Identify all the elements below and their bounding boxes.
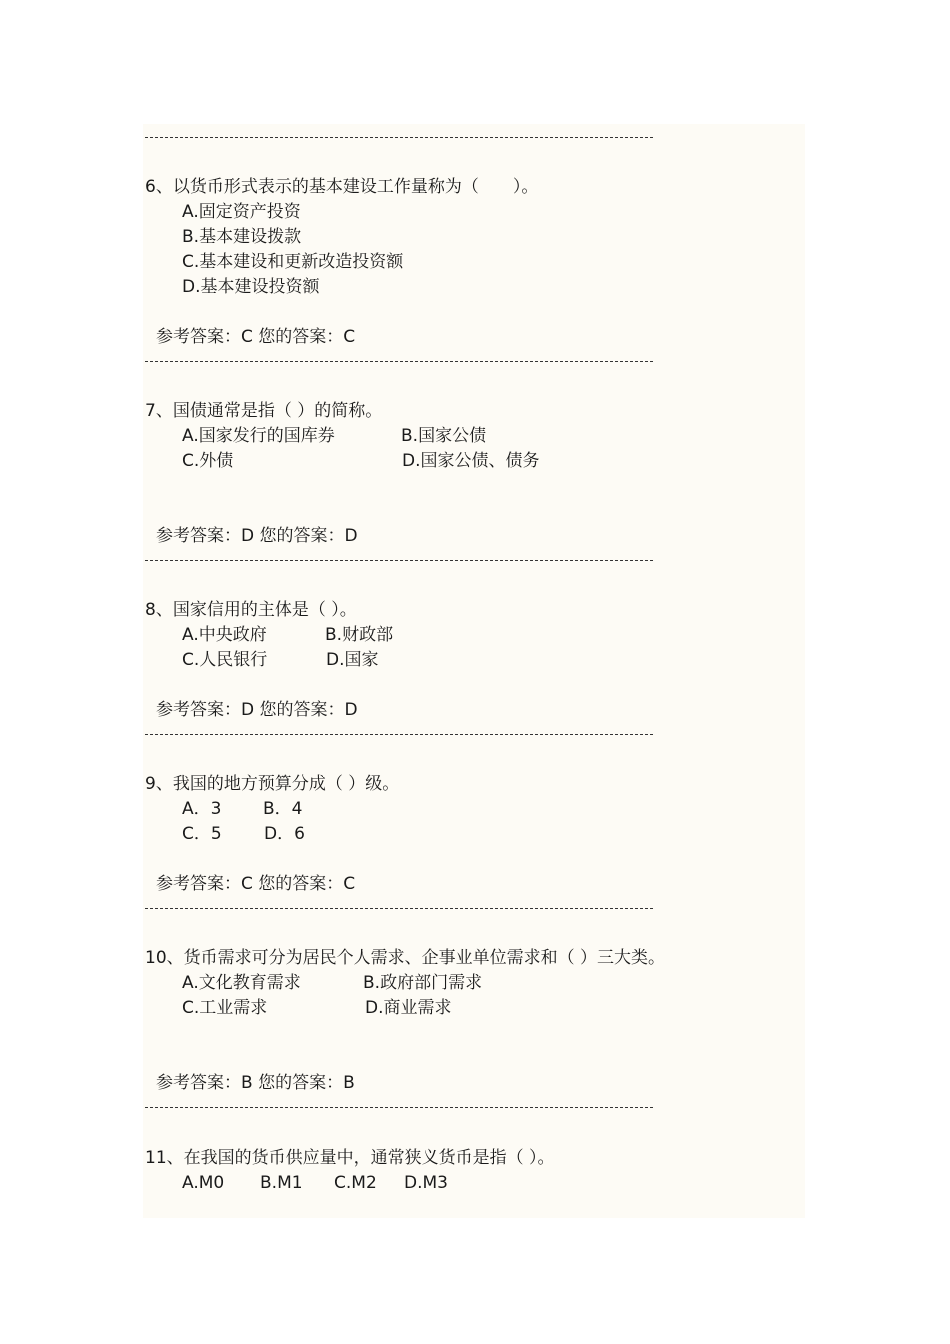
question-9-option-c: C．5: [182, 824, 222, 844]
separator: [145, 908, 653, 909]
question-7-option-a: A.国家发行的国库券: [182, 426, 335, 446]
question-6-option-b: B.基本建设拨款: [182, 227, 302, 247]
question-8-option-c: C.人民银行: [182, 650, 268, 670]
separator: [145, 361, 653, 362]
question-7-option-c: C.外债: [182, 451, 234, 471]
question-8-option-b: B.财政部: [325, 625, 394, 645]
question-8-answer: 参考答案：D 您的答案：D: [156, 700, 358, 720]
separator: [145, 560, 653, 561]
question-9-stem: 9、我国的地方预算分成（ ）级。: [145, 774, 400, 794]
question-8-option-a: A.中央政府: [182, 625, 267, 645]
question-7-answer: 参考答案：D 您的答案：D: [156, 526, 358, 546]
question-10-option-c: C.工业需求: [182, 998, 268, 1018]
question-9-answer: 参考答案：C 您的答案：C: [156, 874, 356, 894]
question-10-option-b: B.政府部门需求: [363, 973, 483, 993]
question-8-stem: 8、国家信用的主体是（ ）。: [145, 600, 357, 620]
question-11-option-c: C.M2: [334, 1173, 377, 1193]
question-11-option-b: B.M1: [260, 1173, 303, 1193]
question-10-option-a: A.文化教育需求: [182, 973, 301, 993]
question-6-option-d: D.基本建设投资额: [182, 277, 320, 297]
question-9-option-d: D．6: [264, 824, 305, 844]
question-7-option-d: D.国家公债、债务: [402, 451, 540, 471]
separator: [145, 1107, 653, 1108]
question-8-option-d: D.国家: [326, 650, 379, 670]
question-9-option-a: A．3: [182, 799, 222, 819]
question-11-stem: 11、在我国的货币供应量中，通常狭义货币是指（ ）。: [145, 1148, 555, 1168]
separator: [145, 137, 653, 138]
question-6-stem: 6、以货币形式表示的基本建设工作量称为（ ）。: [145, 177, 539, 197]
separator: [145, 734, 653, 735]
question-11-option-d: D.M3: [404, 1173, 448, 1193]
question-7-stem: 7、国债通常是指（ ）的简称。: [145, 401, 383, 421]
question-10-option-d: D.商业需求: [365, 998, 452, 1018]
question-7-option-b: B.国家公债: [401, 426, 487, 446]
question-11-option-a: A.M0: [182, 1173, 225, 1193]
question-6-option-c: C.基本建设和更新改造投资额: [182, 252, 404, 272]
question-6-answer: 参考答案：C 您的答案：C: [156, 327, 356, 347]
question-10-stem: 10、货币需求可分为居民个人需求、企事业单位需求和（ ）三大类。: [145, 948, 666, 968]
question-6-option-a: A.固定资产投资: [182, 202, 301, 222]
question-10-answer: 参考答案：B 您的答案：B: [156, 1073, 355, 1093]
question-9-option-b: B．4: [263, 799, 303, 819]
